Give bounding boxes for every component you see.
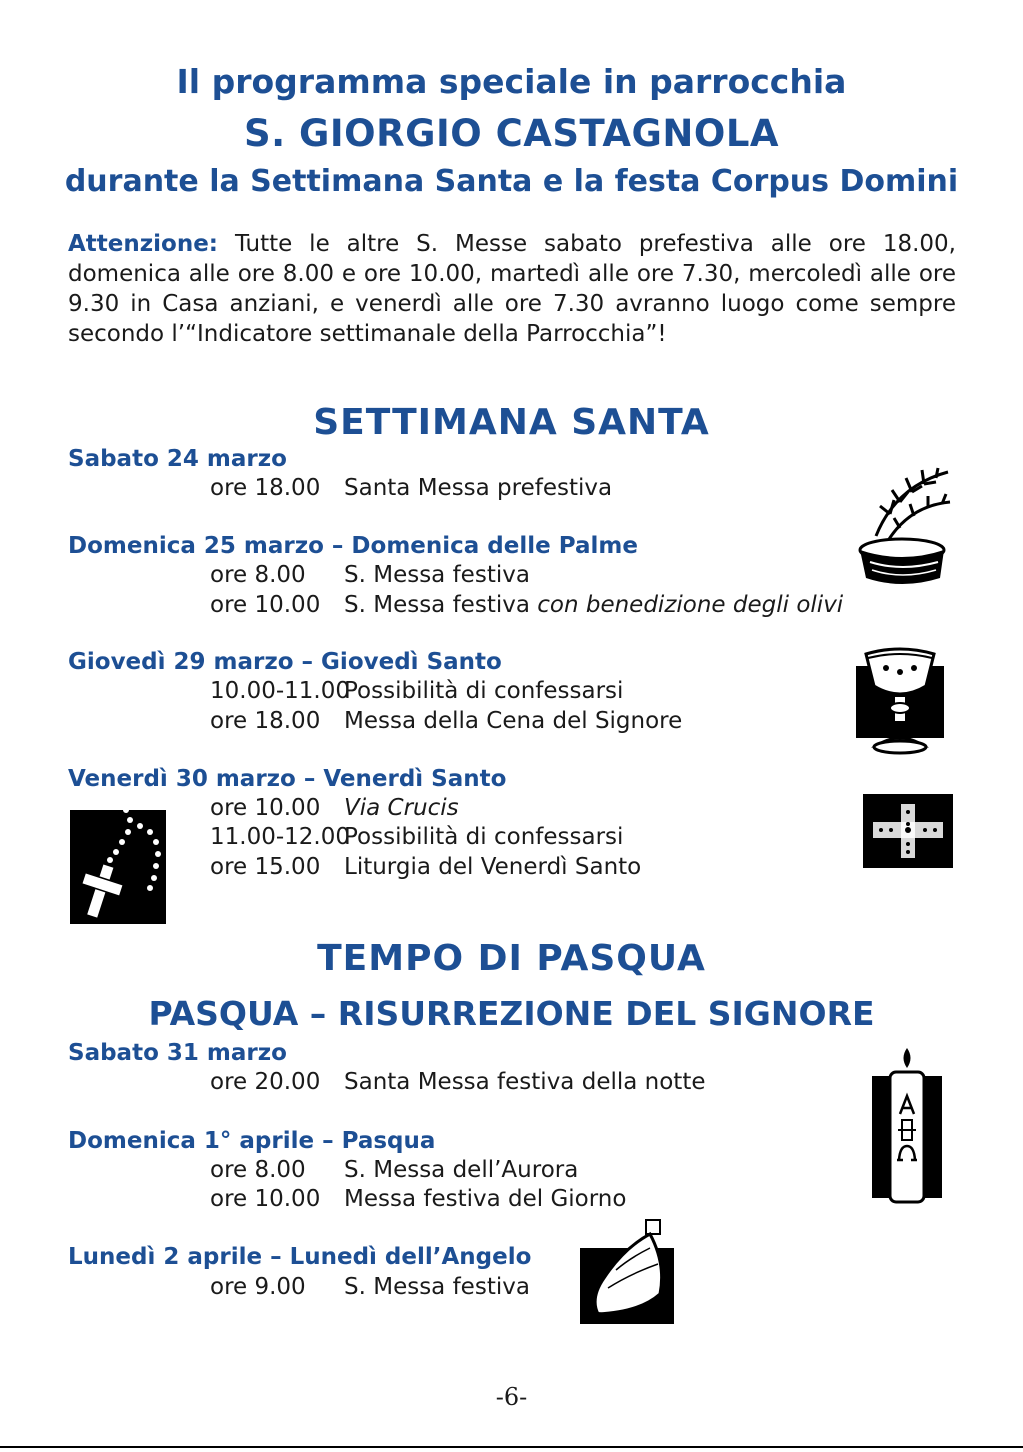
section-title-settimana-santa: SETTIMANA SANTA bbox=[313, 402, 710, 443]
event-desc: Messa della Cena del Signore bbox=[344, 708, 683, 734]
event-time: ore 20.00 bbox=[210, 1069, 321, 1095]
attention-note bbox=[68, 229, 956, 349]
event-time: ore 8.00 bbox=[210, 562, 306, 588]
paschal-candle-icon bbox=[872, 1048, 942, 1204]
event-desc: S. Messa dell’Aurora bbox=[344, 1157, 579, 1183]
header-line1: Il programma speciale in parrocchia bbox=[176, 62, 847, 101]
event-time: ore 9.00 bbox=[210, 1274, 306, 1300]
event-desc: Santa Messa prefestiva bbox=[344, 475, 613, 501]
event-desc-italic: Via Crucis bbox=[344, 795, 459, 821]
event-time: ore 10.00 bbox=[210, 795, 321, 821]
cross-pattern-icon bbox=[863, 794, 953, 868]
event-desc: S. Messa festiva con benedizione degli olivi bbox=[344, 592, 844, 618]
event-time: ore 8.00 bbox=[210, 1157, 306, 1183]
event-time: ore 15.00 bbox=[210, 854, 321, 880]
day-heading: Sabato 24 marzo bbox=[68, 446, 287, 472]
parish-title: S. GIORGIO CASTAGNOLA bbox=[243, 112, 780, 155]
event-desc: Liturgia del Venerdì Santo bbox=[344, 854, 642, 880]
attention-text: Tutte le altre S. Messe sabato prefestiva alle ore 18.00, domenica alle ore 8.00 e ore 10.00, martedì alle ore 7.30, mercoledì alle ore 9.30 in Casa anziani, e venerdì alle ore 7.30 avranno luogo come sempre secondo l’“Indicatore settimanale della Parrocchia”! bbox=[68, 231, 956, 347]
event-desc-italic: con benedizione degli olivi bbox=[537, 592, 844, 618]
event-desc: S. Messa festiva bbox=[344, 562, 530, 588]
chalice-icon bbox=[856, 646, 944, 756]
event-desc: Possibilità di confessarsi bbox=[344, 678, 624, 704]
page-number: -6- bbox=[495, 1383, 528, 1411]
event-desc: Santa Messa festiva della notte bbox=[344, 1069, 706, 1095]
bottom-rule bbox=[0, 1446, 1023, 1448]
day-heading: Giovedì 29 marzo – Giovedì Santo bbox=[68, 649, 502, 675]
bell-icon bbox=[580, 1218, 674, 1324]
event-time: ore 10.00 bbox=[210, 592, 321, 618]
event-time: 10.00-11.00 bbox=[210, 678, 350, 704]
section-subtitle-pasqua: PASQUA – RISURREZIONE DEL SIGNORE bbox=[148, 994, 875, 1033]
attention-label: Attenzione: bbox=[68, 231, 219, 257]
event-desc: Messa festiva del Giorno bbox=[344, 1186, 627, 1212]
palm-bowl-icon bbox=[856, 466, 952, 588]
event-desc bbox=[344, 795, 459, 821]
day-heading: Lunedì 2 aprile – Lunedì dell’Angelo bbox=[68, 1244, 532, 1270]
day-heading: Domenica 25 marzo – Domenica delle Palme bbox=[68, 533, 638, 559]
event-desc: Possibilità di confessarsi bbox=[344, 824, 624, 850]
event-time: ore 10.00 bbox=[210, 1186, 321, 1212]
day-heading: Domenica 1° aprile – Pasqua bbox=[68, 1128, 436, 1154]
day-heading: Sabato 31 marzo bbox=[68, 1040, 287, 1066]
day-heading: Venerdì 30 marzo – Venerdì Santo bbox=[68, 766, 507, 792]
event-time: 11.00-12.00 bbox=[210, 824, 350, 850]
section-title-tempo-di-pasqua: TEMPO DI PASQUA bbox=[317, 938, 706, 979]
rosary-icon bbox=[70, 796, 166, 924]
header-line3: durante la Settimana Santa e la festa Corpus Domini bbox=[64, 164, 959, 199]
event-time: ore 18.00 bbox=[210, 475, 321, 501]
event-time: ore 18.00 bbox=[210, 708, 321, 734]
event-desc: S. Messa festiva bbox=[344, 1274, 530, 1300]
